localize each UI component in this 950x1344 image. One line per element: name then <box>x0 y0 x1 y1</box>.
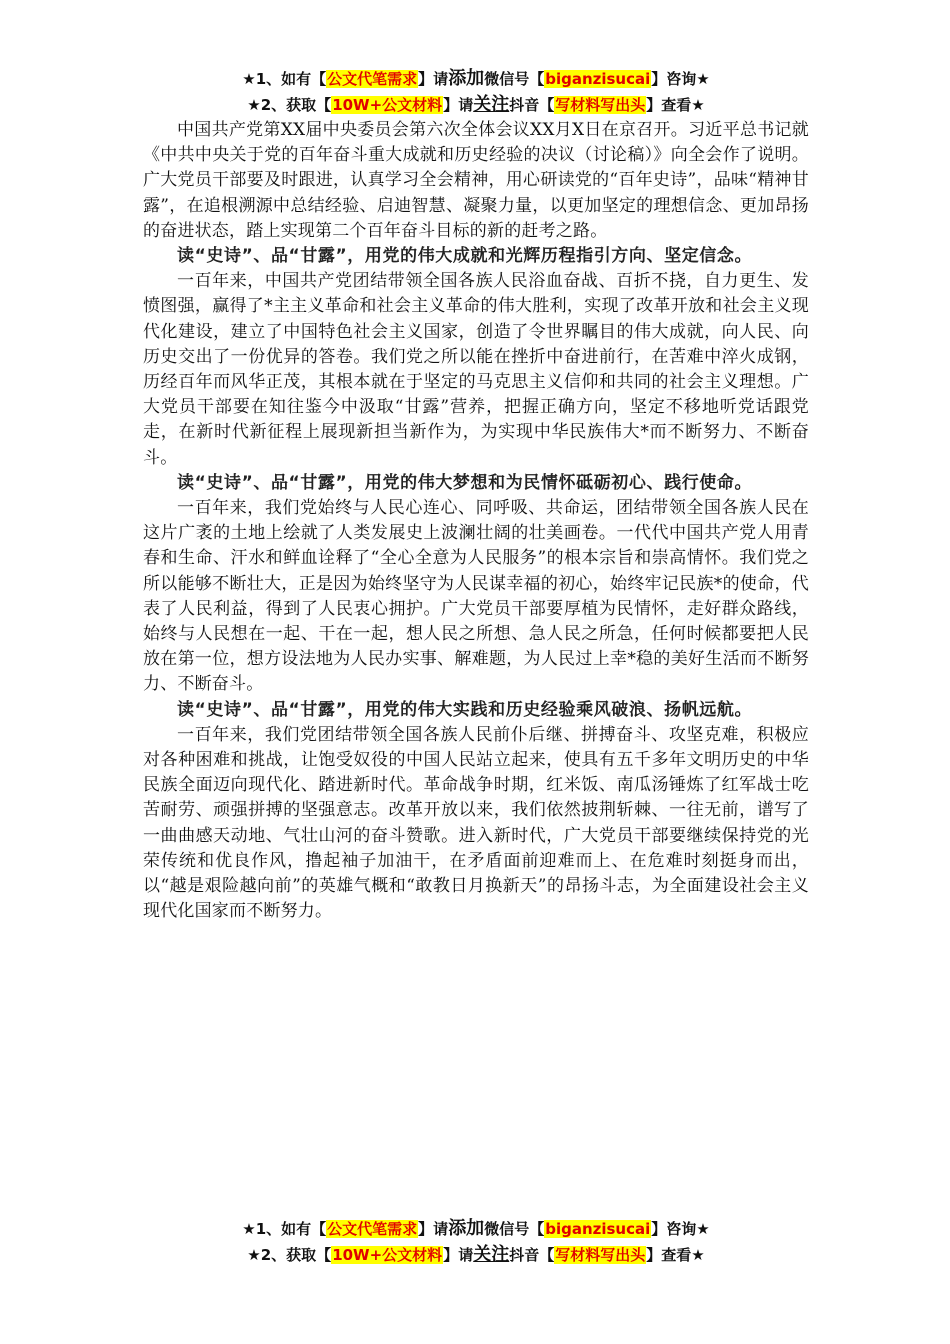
promo-text: 】请 <box>443 1246 474 1264</box>
promo-line-1 <box>143 1216 809 1242</box>
promo-text: 】查看★ <box>646 96 705 114</box>
promo-text: 】请 <box>418 1220 449 1238</box>
promo-text: ★1、如有【 <box>242 70 327 88</box>
promo-wechat-id: biganzisucai <box>545 1220 651 1238</box>
promo-line-2 <box>143 92 809 118</box>
promo-highlight: 公文代笔需求 <box>327 70 418 88</box>
promo-text: 】咨询★ <box>651 1220 710 1238</box>
promo-line-2 <box>143 1242 809 1268</box>
promo-emphasis: 关注 <box>473 1244 510 1265</box>
promo-text: ★2、获取【 <box>247 96 332 114</box>
section-heading-1: 读“史诗”、品“甘露”，用党的伟大成就和光辉历程指引方向、坚定信念。 <box>177 246 753 267</box>
body-paragraph-2: 一百年来，我们党始终与人民心连心、同呼吸、共命运，团结带领全国各族人民在这片广袤的土地上绘就了人类发展史上波澜壮阔的壮美画卷。一代代中国共产党人用青春和生命、汗水和鲜血诠释了“全心全意为人民服务”的根本宗旨和崇高情怀。我们党之所以能够不断壮大，正是因为始终坚守为人民谋幸福的初心，始终牢记民族*的使命，代表了人民利益，得到了人民衷心拥护。广大党员干部要厚植为民情怀，走好群众路线，始终与人民想在一起、干在一起，想人民之所想、急人民之所急，任何时候都要把人民放在第一位，想方设法地为人民办实事、解难题，为人民过上幸*稳的美好生活而不断努力、不断奋斗。 <box>143 498 809 695</box>
section-heading-3: 读“史诗”、品“甘露”，用党的伟大实践和历史经验乘风破浪、扬帆远航。 <box>177 699 753 720</box>
promo-wechat-id: biganzisucai <box>545 70 651 88</box>
promo-douyin-id: 写材料写出头 <box>555 1246 646 1264</box>
footer-promo-banner <box>143 1216 809 1268</box>
promo-douyin-id: 写材料写出头 <box>555 96 646 114</box>
promo-line-1 <box>143 66 809 92</box>
promo-text: 】请 <box>418 70 449 88</box>
promo-text: 微信号【 <box>484 70 545 88</box>
promo-emphasis: 添加 <box>448 68 485 89</box>
promo-text: 】查看★ <box>646 1246 705 1264</box>
promo-emphasis: 关注 <box>473 94 510 115</box>
promo-text: ★1、如有【 <box>242 1220 327 1238</box>
promo-highlight: 公文代笔需求 <box>327 1220 418 1238</box>
document-page <box>143 66 809 925</box>
header-promo-banner <box>143 66 809 118</box>
promo-text: 】请 <box>443 96 474 114</box>
body-paragraph-3: 一百年来，我们党团结带领全国各族人民前仆后继、拼搏奋斗、攻坚克难，积极应对各种困难和挑战，让饱受奴役的中国人民站立起来，使具有五千多年文明历史的中华民族全面迈向现代化、踏进新时代。革命战争时期，红米饭、南瓜汤锤炼了红军战士吃苦耐劳、顽强拼搏的坚强意志。改革开放以来，我们依然披荆斩棘、一往无前，谱写了一曲曲感天动地、气壮山河的奋斗赞歌。进入新时代，广大党员干部要继续保持党的光荣传统和优良作风，撸起袖子加油干，在矛盾面前迎难而上、在危难时刻挺身而出，以“越是艰险越向前”的英雄气概和“敢教日月换新天”的昂扬斗志，为全面建设社会主义现代化国家而不断努力。 <box>143 724 809 922</box>
promo-highlight: 10W+公文材料 <box>332 1246 443 1264</box>
promo-text: 微信号【 <box>484 1220 545 1238</box>
body-paragraph-1: 一百年来，中国共产党团结带领全国各族人民浴血奋战、百折不挠，自力更生、发愤图强，赢得了*主主义革命和社会主义革命的伟大胜利，实现了改革开放和社会主义现代化建设，建立了中国特色社会主义国家，创造了令世界瞩目的伟大成就，向人民、向历史交出了一份优异的答卷。我们党之所以能在挫折中奋进前行，在苦难中淬火成钢，历经百年而风华正茂，其根本就在于坚定的马克思主义信仰和共同的社会主义理想。广大党员干部要在知往鉴今中汲取“甘露”营养，把握正确方向，坚定不移地听党话跟党走，在新时代新征程上展现新担当新作为，为实现中华民族伟大*而不断努力、不断奋斗。 <box>143 271 809 468</box>
promo-text: 】咨询★ <box>651 70 710 88</box>
promo-emphasis: 添加 <box>448 1218 485 1239</box>
promo-highlight: 10W+公文材料 <box>332 96 443 114</box>
intro-paragraph: 中国共产党第XX届中央委员会第六次全体会议XX月X日在京召开。习近平总书记就《中共中央关于党的百年奋斗重大成就和历史经验的决议（讨论稿）》向全会作了说明。广大党员干部要及时跟进，认真学习全会精神，用心研读党的“百年史诗”，品味“精神甘露”，在追根溯源中总结经验、启迪智慧、凝聚力量，以更加坚定的理想信念、更加昂扬的奋进状态，踏上实现第二个百年奋斗目标的新的赶考之路。 <box>143 120 809 241</box>
promo-text: ★2、获取【 <box>247 1246 332 1264</box>
promo-text: 抖音【 <box>509 1246 555 1264</box>
promo-text: 抖音【 <box>509 96 555 114</box>
section-heading-2: 读“史诗”、品“甘露”，用党的伟大梦想和为民情怀砥砺初心、践行使命。 <box>177 472 753 493</box>
